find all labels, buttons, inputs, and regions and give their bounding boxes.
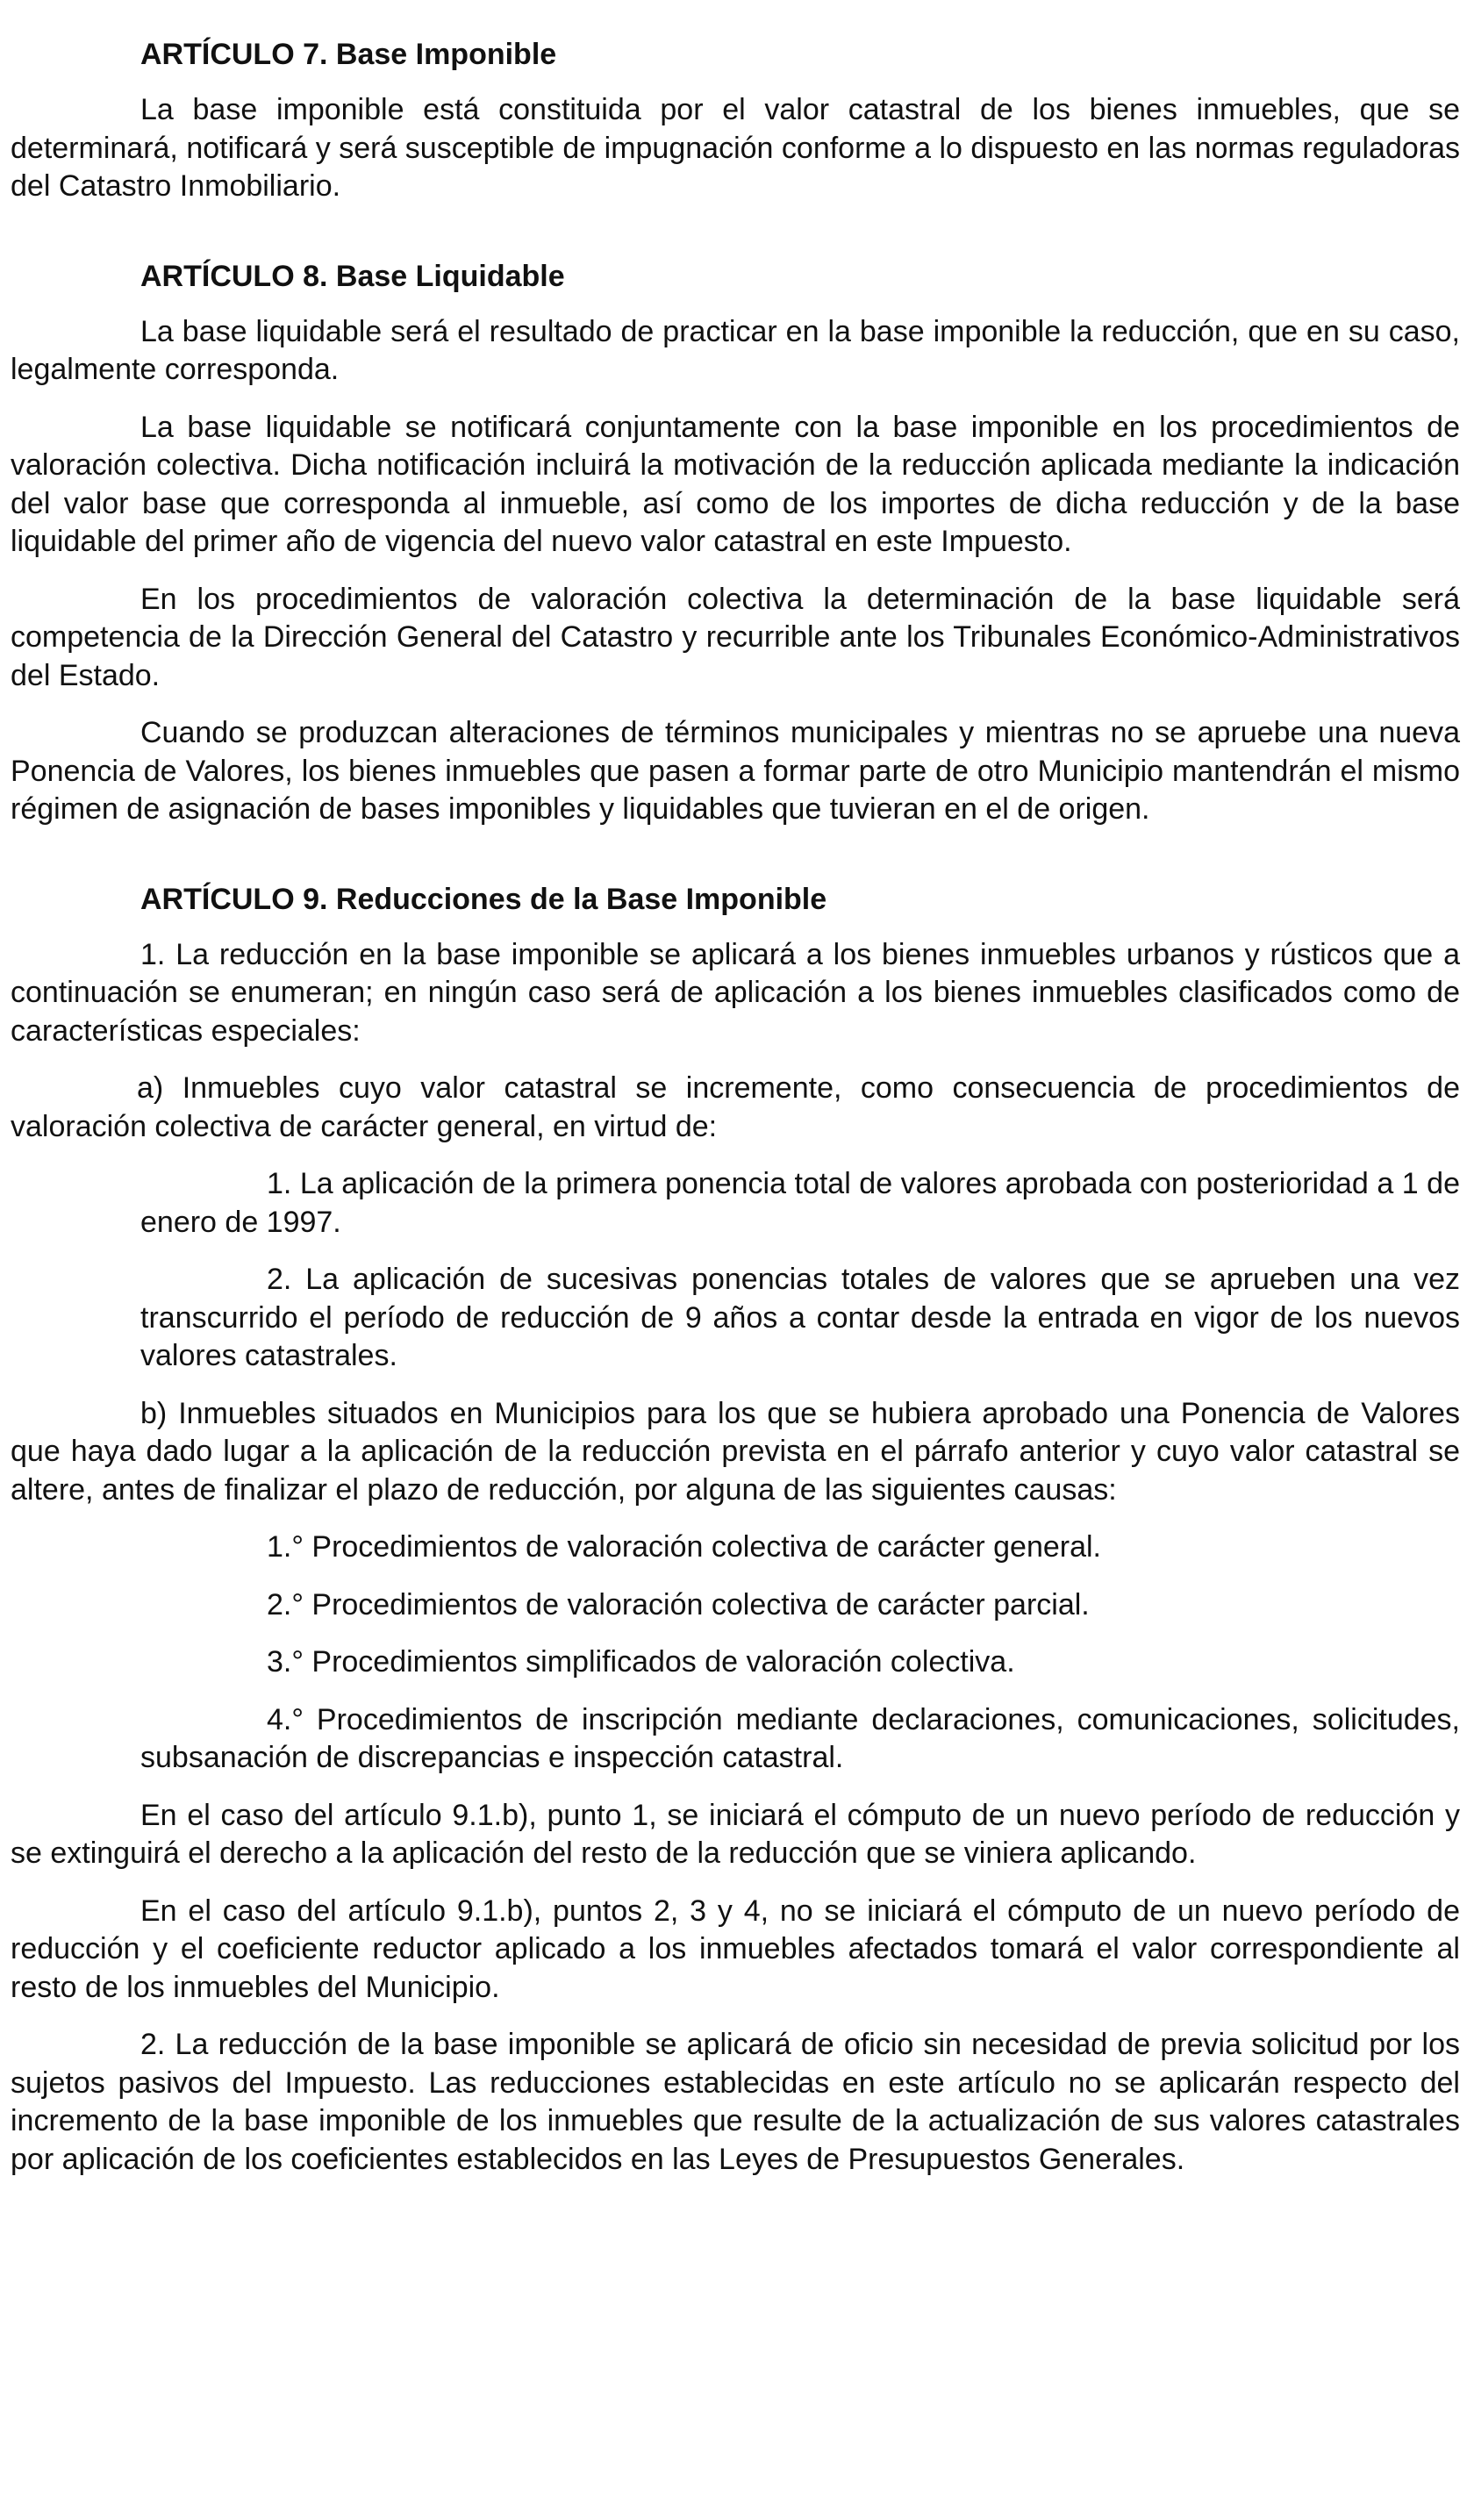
article-9-paragraph-2: 2. La reducción de la base imponible se aplicará de oficio sin necesidad de previa solicitud por los sujetos pasivos del Impuesto. Las reducciones establecidas en este artículo no se aplicarán respecto del incremento de la base imponible de los inmuebles que resulte de la actualización de sus valores catastrales por aplicación de los coeficientes establecidos en las Leyes de Presupuestos Generales. xyxy=(11,2028,1460,2176)
article-9-item-b-2: 2.° Procedimientos de valoración colectiva de carácter parcial. xyxy=(267,1587,1090,1622)
article-9-item-b-1: 1.° Procedimientos de valoración colectiva de carácter general. xyxy=(267,1530,1101,1564)
article-7-heading: ARTÍCULO 7. Base Imponible xyxy=(140,38,557,71)
article-9-item-a-2: 2. La aplicación de sucesivas ponencias totales de valores que se aprueben una vez transcurrido el período de reducción de 9 años a contar desde la entrada en vigor de los nuevos valores catastrales. xyxy=(140,1263,1460,1372)
article-9-item-a-1: 1. La aplicación de la primera ponencia total de valores aprobada con posterioridad a 1 de enero de 1997. xyxy=(140,1167,1460,1239)
article-9-item-b: b) Inmuebles situados en Municipios para los que se hubiera aprobado una Ponencia de Valores que haya dado lugar a la aplicación de la reducción prevista en el párrafo anterior y cuyo valor catastral se altere, antes de finalizar el plazo de reducción, por alguna de las siguientes causas: xyxy=(11,1396,1460,1507)
article-9-item-b-4: 4.° Procedimientos de inscripción mediante declaraciones, comunicaciones, solicitudes, subsanación de discrepancias e inspección catastral. xyxy=(140,1702,1460,1774)
article-9-item-a: a) Inmuebles cuyo valor catastral se incremente, como consecuencia de procedimientos de valoración colectiva de carácter general, en virtud de: xyxy=(11,1071,1460,1143)
article-9-case-2: En el caso del artículo 9.1.b), puntos 2, 3 y 4, no se iniciará el cómputo de un nuevo período de reducción y el coeficiente reductor aplicado a los inmuebles afectados tomará el valor correspondiente al resto de los inmuebles del Municipio. xyxy=(11,1894,1460,2004)
document-page xyxy=(11,35,1460,2179)
article-9-heading: ARTÍCULO 9. Reducciones de la Base Imponible xyxy=(140,882,827,916)
article-8-paragraph-1: La base liquidable será el resultado de practicar en la base imponible la reducción, que en su caso, legalmente corresponda. xyxy=(11,314,1460,386)
article-9 xyxy=(11,880,1460,2180)
article-7 xyxy=(11,35,1460,206)
article-8-paragraph-4: Cuando se produzcan alteraciones de términos municipales y mientras no se apruebe una nueva Ponencia de Valores, los bienes inmuebles que pasen a formar parte de otro Municipio mantendrán el mismo régimen de asignación de bases imponibles y liquidables que tuvieran en el de origen. xyxy=(11,716,1460,826)
article-9-case-1: En el caso del artículo 9.1.b), punto 1, se iniciará el cómputo de un nuevo período de reducción y se extinguirá el derecho a la aplicación del resto de la reducción que se viniera aplicando. xyxy=(11,1798,1460,1870)
article-8-paragraph-2: La base liquidable se notificará conjuntamente con la base imponible en los procedimientos de valoración colectiva. Dicha notificación incluirá la motivación de la reducción aplicada mediante la indicación del valor base que corresponda al inmueble, así como de los importes de dicha reducción y de la base liquidable del primer año de vigencia del nuevo valor catastral en este Impuesto. xyxy=(11,410,1460,558)
article-7-paragraph-1: La base imponible está constituida por el valor catastral de los bienes inmuebles, que se determinará, notificará y será susceptible de impugnación conforme a lo dispuesto en las normas reguladoras del Catastro Inmobiliario. xyxy=(11,93,1460,203)
article-8-heading: ARTÍCULO 8. Base Liquidable xyxy=(140,259,565,293)
article-8 xyxy=(11,257,1460,829)
article-9-item-b-3: 3.° Procedimientos simplificados de valoración colectiva. xyxy=(267,1645,1015,1679)
article-9-paragraph-1: 1. La reducción en la base imponible se aplicará a los bienes inmuebles urbanos y rústicos que a continuación se enumeran; en ningún caso será de aplicación a los bienes inmuebles clasificados como de características especiales: xyxy=(11,937,1460,1048)
article-8-paragraph-3: En los procedimientos de valoración colectiva la determinación de la base liquidable será competencia de la Dirección General del Catastro y recurrible ante los Tribunales Económico-Administrativos del Estado. xyxy=(11,582,1460,692)
